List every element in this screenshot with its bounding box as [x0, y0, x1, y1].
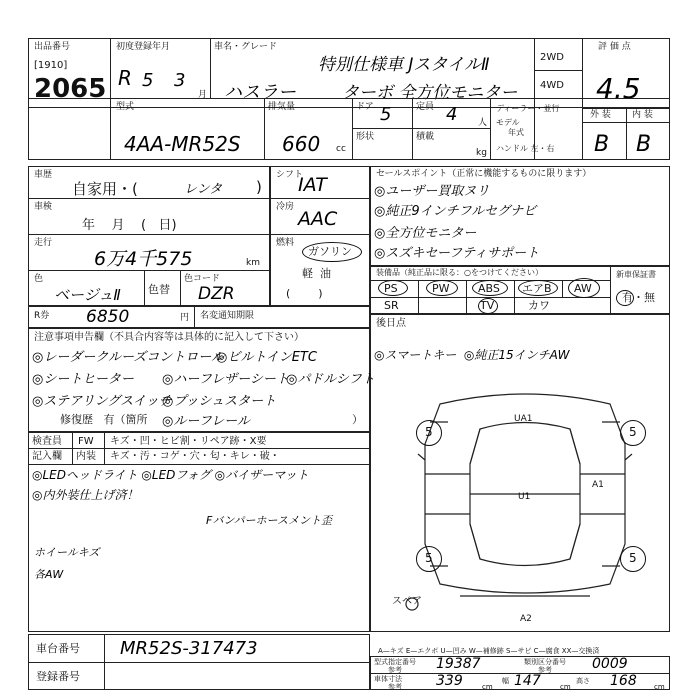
mark-a2: A2	[520, 614, 532, 624]
inspector-row1-text: キズ・凹・ヒビ割・リペア跡・X要	[110, 436, 267, 447]
inspection-label: 車検	[34, 202, 53, 212]
ac-label: 冷房	[276, 202, 295, 212]
chassis-label: 車台番号	[36, 642, 80, 655]
reg-month-unit: 月	[198, 90, 208, 100]
equip-airbag: エアB	[522, 282, 552, 295]
reg-number-label: 登録番号	[36, 670, 80, 683]
class-value: 0009	[592, 656, 628, 672]
history-close: )	[256, 178, 262, 196]
note-item: ◎ビルトインETC	[216, 350, 317, 365]
later-label: 後日点	[376, 318, 406, 329]
door-value: 5	[380, 104, 392, 125]
drive-2wd: 2WD	[540, 52, 564, 63]
recycle-unit: 円	[180, 313, 190, 323]
note-item: ◎プッシュスタート	[162, 394, 277, 409]
ext-label: 外 装	[590, 110, 611, 120]
mark-u1: U1	[518, 492, 531, 502]
mileage-value: 6万4千575	[94, 248, 193, 270]
door-label: ドア	[356, 102, 374, 112]
recycle-value: 6850	[86, 307, 130, 327]
inspector-row2-tag: 内装	[76, 451, 96, 462]
equip-pw: PW	[432, 282, 450, 295]
model-year-label: モデル	[496, 118, 520, 127]
height-label: 高さ	[576, 677, 590, 685]
repair-close: ）	[352, 413, 363, 426]
inspector-label2: 記入欄	[32, 451, 62, 462]
inspector-row1-tag: FW	[78, 436, 94, 447]
chassis-value: MR52S-317473	[120, 638, 258, 659]
width-label: 幅	[502, 677, 509, 685]
equipment-title: 装備品（純正品に限る：○をつけてください）	[376, 268, 543, 277]
dealer-label: ディーラー・並行	[496, 104, 560, 113]
cap-label: 定員	[416, 102, 435, 112]
lot-number: 2065	[34, 74, 107, 104]
equip-sr: SR	[384, 299, 399, 312]
shape-label: 形状	[356, 132, 375, 142]
aw-note: 各AW	[34, 568, 64, 581]
inspection-value: 年 月 ( 日)	[82, 218, 177, 233]
width-unit: cm	[560, 683, 571, 691]
legend-text: A—キズ E—エクボ U—凹み W—補修跡 S—サビ C—腐食 XX—交換済	[378, 647, 600, 655]
equip-tv: TV	[480, 299, 495, 312]
inspector-row2-text: キズ・汚・コゲ・穴・匂・キレ・破・	[110, 451, 280, 462]
inspector-item: ◎LEDヘッドライト ◎LEDフォグ ◎バイザーマット	[32, 468, 309, 482]
lot-small: [1910]	[34, 60, 68, 71]
model-year-label2: 年式	[508, 128, 524, 137]
equip-abs: ABS	[478, 282, 500, 295]
height-unit: cm	[654, 683, 665, 691]
color-code: DZR	[198, 284, 235, 304]
class-label: 類別区分番号	[524, 658, 566, 666]
note-item: ◎レーダークルーズコントロール	[32, 350, 225, 365]
sales-point-item: ◎スズキセーフティサポート	[374, 246, 540, 261]
equip-leather: カワ	[528, 299, 550, 312]
deadline-label: 名変通知期限	[200, 311, 255, 321]
reg-year: 5	[142, 70, 154, 91]
disp-label: 排気量	[268, 102, 296, 112]
fuel-value: ガソリン	[308, 245, 352, 258]
height-value: 168	[610, 673, 637, 689]
car-name: ハスラー	[224, 82, 296, 103]
note-item: ◎ルーフレール	[162, 414, 250, 429]
disp-value: 660	[282, 132, 321, 156]
note-item: ◎ハーフレザーシート	[162, 372, 289, 387]
recycle-block	[28, 306, 370, 328]
fr-bumper-note: Fバンパーホースメント歪	[206, 514, 333, 527]
model-label: 型式	[116, 102, 135, 112]
reg-month: 3	[174, 70, 186, 91]
shift-value: IAT	[298, 174, 327, 196]
note-item: ◎シートヒーター	[32, 372, 134, 387]
load-unit: kg	[476, 148, 487, 158]
equip-aw: AW	[574, 282, 592, 295]
history-label: 車歴	[34, 170, 53, 180]
model-value: 4AA-MR52S	[124, 132, 241, 156]
tire-value: 5	[425, 551, 433, 565]
len-label2: 参考	[388, 683, 402, 691]
inspector-label1: 検査員	[32, 436, 62, 447]
length-unit: cm	[482, 683, 493, 691]
grade-special: 特別仕様車 JスタイルⅡ	[318, 55, 490, 75]
manual-label: 新車保証書	[616, 270, 656, 279]
ext-grade: B	[594, 132, 610, 157]
type-value: 19387	[436, 656, 481, 672]
load-label: 積載	[416, 132, 435, 142]
reg-label: 初度登録年月	[116, 42, 171, 52]
spare-label: スペア	[392, 596, 422, 607]
inspector-item: ◎内外装仕上げ済！	[32, 488, 139, 502]
tire-value: 5	[629, 425, 637, 439]
color-value: ベージュⅡ	[54, 286, 121, 304]
score-value: 4.5	[596, 72, 641, 105]
fuel-label: 燃料	[276, 238, 295, 248]
manual-value: 有・無	[622, 291, 655, 304]
equip-ps: PS	[384, 282, 398, 295]
ac-value: AAC	[298, 208, 338, 230]
cap-unit: 人	[478, 118, 488, 128]
color-code-label: 色コード	[184, 274, 221, 284]
later-items: ◎スマートキー ◎純正15インチAW	[374, 348, 570, 362]
int-label: 内 装	[632, 110, 653, 120]
history-rental: レンタ	[184, 182, 223, 197]
width-value: 147	[514, 673, 541, 689]
type-label: 型式指定番号	[374, 658, 416, 666]
class-label2: 参考	[538, 666, 552, 674]
score-label: 評 価 点	[598, 42, 631, 52]
mileage-unit: km	[246, 258, 260, 268]
fuel-paren: ( )	[286, 287, 323, 300]
history-value: 自家用・(	[72, 180, 138, 198]
sales-point-item: ◎純正9インチフルセグナビ	[374, 204, 537, 219]
cap-value: 4	[446, 104, 458, 125]
shift-label: シフト	[276, 170, 304, 180]
int-grade: B	[636, 132, 652, 157]
color-change-label: 色替	[148, 283, 170, 296]
name-label: 車名・グレード	[214, 42, 278, 52]
repair-label: 修復歴 有（箇所	[60, 413, 148, 426]
mileage-label: 走行	[34, 238, 53, 248]
grade-turbo: ターボ 全方位モニター	[342, 83, 518, 103]
note-item: ◎パドルシフト	[286, 372, 375, 387]
sales-point-item: ◎ユーザー買取ヌリ	[374, 184, 490, 199]
len-label: 車体寸法	[374, 675, 402, 683]
fuel-alt: 軽 油	[302, 267, 331, 280]
notes-title: 注意事項申告欄（不具合内容等は具体的に記入して下さい）	[34, 332, 304, 343]
length-value: 339	[436, 673, 463, 689]
color-label: 色	[34, 274, 44, 284]
sales-points-title: セールスポイント（正常に機能するものに限ります）	[376, 169, 592, 179]
note-item: ◎ステアリングスイッチ	[32, 394, 172, 409]
disp-unit: cc	[336, 144, 346, 154]
type-label2: 参考	[388, 666, 402, 674]
inspector-block	[28, 432, 370, 632]
tire-value: 5	[629, 551, 637, 565]
drive-4wd: 4WD	[540, 80, 564, 91]
reg-era: R	[118, 66, 132, 90]
wheel-note: ホイールキズ	[34, 546, 100, 559]
sales-point-item: ◎全方位モニター	[374, 226, 477, 241]
handle-label: ハンドル 左・右	[496, 144, 555, 153]
tire-value: 5	[425, 425, 433, 439]
mark-a1: A1	[592, 480, 604, 490]
lot-label: 出品番号	[34, 42, 71, 52]
mark-ua1: UA1	[514, 414, 533, 424]
recycle-label: R券	[34, 311, 50, 321]
